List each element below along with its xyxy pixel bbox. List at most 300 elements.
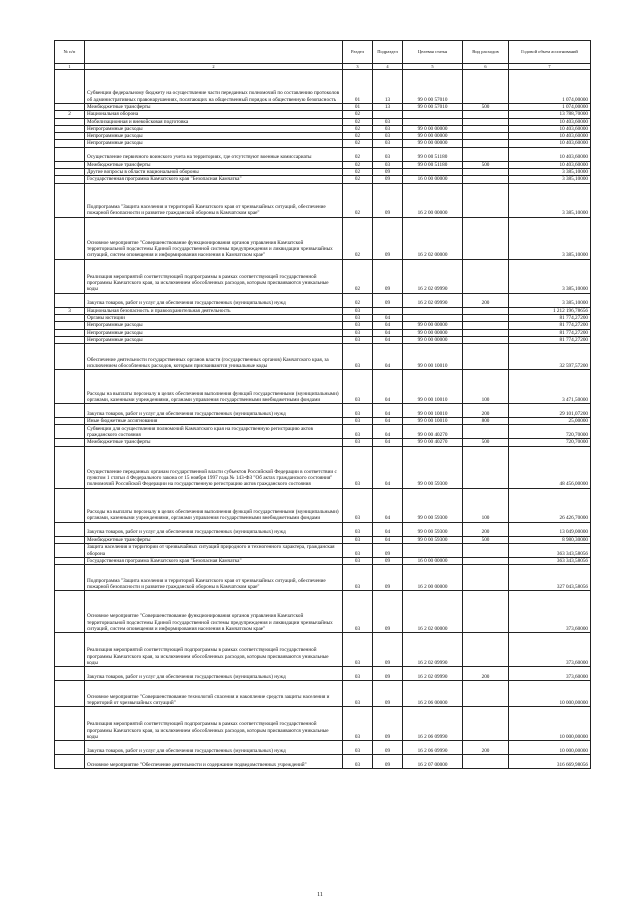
row-number: [55, 133, 85, 140]
row-amount: 3 385,10000: [509, 217, 591, 259]
column-number: 2: [85, 64, 343, 70]
row-target-article: 99 0 00 10010: [403, 344, 463, 370]
row-target-article: 99 0 00 51180: [403, 161, 463, 168]
row-podrazdel: 09: [373, 293, 403, 307]
row-name: Реализация мероприятий соответствующей подпрограммы в рамках соответствующей государственной программы Камчатского края, за исключением обособленных расходов, которым присваиваются уникальные коды: [85, 633, 343, 667]
row-amount: 13 788,70000: [509, 111, 591, 118]
row-target-article: [403, 169, 463, 176]
row-podrazdel: 04: [373, 322, 403, 329]
table-row: [55, 418, 591, 425]
row-target-article: 99 0 00 57010: [403, 70, 463, 104]
table-row: [55, 439, 591, 446]
row-name: Расходы на выплаты персоналу в целях обеспечения выполнения функций государственными (муниципальными) органами, казенными учреждениями, органами управления государственными внебюджетными фондами: [85, 370, 343, 404]
table-row: [55, 217, 591, 259]
row-target-article: 99 0 00 00000: [403, 322, 463, 329]
row-name: Межбюджетные трансферты: [85, 161, 343, 168]
row-name: Обеспечение деятельности государственных органов власти (государственных органов) Камчатского края, за исключением обособленных расходов, которым присваиваются уникальные коды: [85, 344, 343, 370]
row-expense-type: [463, 70, 509, 104]
table-row: [55, 111, 591, 118]
row-razdel: 03: [343, 439, 373, 446]
row-target-article: [403, 544, 463, 558]
row-razdel: 03: [343, 522, 373, 536]
table-row: [55, 755, 591, 769]
row-expense-type: 200: [463, 667, 509, 681]
row-target-article: 16 2 06 09990: [403, 707, 463, 741]
row-name: Расходы на выплаты персоналу в целях обеспечения выполнения функций государственными (муниципальными) органами, казенными учреждениями, органами управления государственными внебюджетными фондами: [85, 488, 343, 522]
row-target-article: 99 0 00 00000: [403, 133, 463, 140]
row-name: Реализация мероприятий соответствующей подпрограммы в рамках соответствующей государственной программы Камчатского края, за исключением обособленных расходов, которым присваиваются уникальные коды: [85, 259, 343, 293]
row-number: [55, 565, 85, 591]
row-podrazdel: 09: [373, 681, 403, 707]
table-row: [55, 140, 591, 147]
table-row: [55, 558, 591, 565]
row-amount: 1 212 196,78656: [509, 307, 591, 314]
row-target-article: 99 0 00 00000: [403, 336, 463, 343]
table-row: [55, 536, 591, 543]
row-razdel: 02: [343, 293, 373, 307]
row-razdel: 03: [343, 544, 373, 558]
row-expense-type: [463, 565, 509, 591]
row-razdel: 03: [343, 565, 373, 591]
row-amount: 1 074,00000: [509, 104, 591, 111]
row-expense-type: 200: [463, 404, 509, 418]
table-header-row: [55, 41, 591, 64]
row-target-article: [403, 307, 463, 314]
row-name: Защита населения и территории от чрезвычайных ситуаций природного и техногенного характера, гражданская оборона: [85, 544, 343, 558]
row-expense-type: [463, 322, 509, 329]
row-podrazdel: 09: [373, 558, 403, 565]
row-number: [55, 418, 85, 425]
row-amount: 81 774,27200: [509, 322, 591, 329]
row-target-article: 99 0 00 40270: [403, 425, 463, 439]
row-expense-type: [463, 183, 509, 217]
row-name: Иные бюджетные ассигнования: [85, 418, 343, 425]
table-row: [55, 329, 591, 336]
row-name: Органы юстиции: [85, 314, 343, 321]
row-podrazdel: 09: [373, 565, 403, 591]
row-number: [55, 667, 85, 681]
column-number: 1: [55, 64, 85, 70]
row-podrazdel: 09: [373, 707, 403, 741]
table-row: [55, 344, 591, 370]
row-number: [55, 176, 85, 183]
row-number: [55, 439, 85, 446]
row-podrazdel: 03: [373, 125, 403, 132]
row-name: Закупка товаров, работ и услуг для обеспечения государственных (муниципальных) нужд: [85, 522, 343, 536]
row-podrazdel: 13: [373, 70, 403, 104]
row-amount: 316 669,98056: [509, 755, 591, 769]
row-razdel: 03: [343, 336, 373, 343]
row-amount: 81 774,27200: [509, 314, 591, 321]
row-name: Мобилизационная и вневойсковая подготовка: [85, 118, 343, 125]
row-target-article: [403, 111, 463, 118]
row-target-article: 99 0 00 10010: [403, 404, 463, 418]
row-name: Основное мероприятие "Совершенствование функционирования органов управления Камчатской территориальной подсистемы Единой государственной системы предупреждения и ликвидации чрезвычайных ситуаций, систем оповещения и информирования населения в Камчатском крае": [85, 217, 343, 259]
row-razdel: 02: [343, 176, 373, 183]
row-podrazdel: 03: [373, 118, 403, 125]
row-amount: 3 385,10000: [509, 259, 591, 293]
row-expense-type: [463, 169, 509, 176]
row-expense-type: [463, 118, 509, 125]
row-name: Субвенции для осуществления полномочий Камчатского края на государственную регистрацию актов гражданского состояния: [85, 425, 343, 439]
row-razdel: 03: [343, 314, 373, 321]
row-number: [55, 140, 85, 147]
row-target-article: 99 0 00 59300: [403, 488, 463, 522]
row-razdel: 03: [343, 425, 373, 439]
row-number: [55, 118, 85, 125]
row-razdel: 03: [343, 681, 373, 707]
row-razdel: 03: [343, 558, 373, 565]
row-razdel: 03: [343, 591, 373, 633]
row-expense-type: [463, 558, 509, 565]
row-name: Межбюджетные трансферты: [85, 104, 343, 111]
row-amount: 3 385,10000: [509, 293, 591, 307]
row-amount: 10 000,00000: [509, 707, 591, 741]
table-row: [55, 133, 591, 140]
row-podrazdel: 04: [373, 344, 403, 370]
row-number: [55, 404, 85, 418]
table-row: [55, 707, 591, 741]
row-expense-type: 100: [463, 488, 509, 522]
row-podrazdel: 04: [373, 439, 403, 446]
row-expense-type: [463, 217, 509, 259]
row-target-article: 16 2 02 09990: [403, 259, 463, 293]
row-number: [55, 558, 85, 565]
row-name: Осуществление первичного воинского учета на территориях, где отсутствуют военные комиссариаты: [85, 147, 343, 161]
row-amount: 13 049,00000: [509, 522, 591, 536]
table-row: [55, 667, 591, 681]
header-name: [85, 41, 343, 64]
row-target-article: 16 2 02 09990: [403, 293, 463, 307]
row-expense-type: [463, 140, 509, 147]
row-podrazdel: 04: [373, 404, 403, 418]
row-target-article: 99 0 00 00000: [403, 140, 463, 147]
row-amount: 720,70000: [509, 425, 591, 439]
row-amount: 327 043,58056: [509, 565, 591, 591]
row-target-article: 16 2 02 09990: [403, 633, 463, 667]
row-name: Национальная безопасность и правоохранительная деятельность: [85, 307, 343, 314]
row-razdel: 02: [343, 169, 373, 176]
row-podrazdel: 13: [373, 104, 403, 111]
row-expense-type: [463, 446, 509, 488]
row-number: [55, 259, 85, 293]
row-target-article: 16 2 00 00000: [403, 183, 463, 217]
row-razdel: 02: [343, 125, 373, 132]
row-expense-type: [463, 336, 509, 343]
row-podrazdel: 09: [373, 741, 403, 755]
row-podrazdel: 04: [373, 329, 403, 336]
row-number: [55, 446, 85, 488]
table-row: [55, 425, 591, 439]
row-target-article: 16 2 06 09990: [403, 741, 463, 755]
header-razdel: Раздел: [343, 41, 373, 64]
row-number: [55, 217, 85, 259]
row-amount: 10 403,60000: [509, 118, 591, 125]
row-razdel: 03: [343, 755, 373, 769]
row-razdel: 01: [343, 104, 373, 111]
row-podrazdel: 09: [373, 183, 403, 217]
row-number: [55, 293, 85, 307]
row-number: [55, 104, 85, 111]
header-annual-amount: Годовой объем ассигнований: [509, 41, 591, 64]
row-target-article: 16 2 02 00000: [403, 591, 463, 633]
row-name: Реализация мероприятий соответствующей подпрограммы в рамках соответствующей государственной программы Камчатского края, за исключением обособленных расходов, которым присваиваются уникальные коды: [85, 707, 343, 741]
row-amount: 81 774,27200: [509, 329, 591, 336]
table-row: [55, 293, 591, 307]
row-number: [55, 314, 85, 321]
row-number: [55, 633, 85, 667]
table-row: [55, 336, 591, 343]
row-razdel: 03: [343, 418, 373, 425]
row-razdel: 03: [343, 307, 373, 314]
table-row: [55, 259, 591, 293]
table-row: [55, 314, 591, 321]
row-name: Субвенции федеральному бюджету на осуществление части переданных полномочий по составлению протоколов об административных правонарушениях, посягающих на общественный порядок и общественную безопасность: [85, 70, 343, 104]
column-number: 7: [509, 64, 591, 70]
row-expense-type: [463, 314, 509, 321]
row-number: [55, 536, 85, 543]
row-expense-type: 500: [463, 536, 509, 543]
row-podrazdel: 03: [373, 161, 403, 168]
row-expense-type: [463, 755, 509, 769]
row-target-article: 99 0 00 51180: [403, 147, 463, 161]
row-target-article: 99 0 00 59300: [403, 536, 463, 543]
row-number: [55, 488, 85, 522]
table-row: [55, 70, 591, 104]
row-amount: 373,60000: [509, 633, 591, 667]
row-number: [55, 741, 85, 755]
row-podrazdel: 03: [373, 147, 403, 161]
row-number: [55, 425, 85, 439]
column-number: 5: [403, 64, 463, 70]
column-number: 3: [343, 64, 373, 70]
row-target-article: 99 0 00 40270: [403, 439, 463, 446]
row-expense-type: 200: [463, 741, 509, 755]
row-number: [55, 336, 85, 343]
row-name: Национальная оборона: [85, 111, 343, 118]
table-row: [55, 591, 591, 633]
table-row: [55, 633, 591, 667]
row-name: Непрограммные расходы: [85, 125, 343, 132]
row-number: [55, 125, 85, 132]
row-target-article: 99 0 00 00000: [403, 125, 463, 132]
row-amount: 10 000,00000: [509, 741, 591, 755]
row-expense-type: [463, 544, 509, 558]
row-name: Государственная программа Камчатского края "Безопасная Камчатка": [85, 558, 343, 565]
row-razdel: 02: [343, 259, 373, 293]
table-row: [55, 522, 591, 536]
row-number: [55, 169, 85, 176]
row-number: [55, 329, 85, 336]
row-name: Закупка товаров, работ и услуг для обеспечения государственных (муниципальных) нужд: [85, 404, 343, 418]
row-podrazdel: 04: [373, 446, 403, 488]
row-expense-type: [463, 344, 509, 370]
row-number: [55, 707, 85, 741]
row-podrazdel: 09: [373, 633, 403, 667]
row-razdel: 03: [343, 329, 373, 336]
row-razdel: 02: [343, 183, 373, 217]
row-name: Межбюджетные трансферты: [85, 536, 343, 543]
table-row: [55, 125, 591, 132]
header-num: № п/п: [55, 41, 85, 64]
row-podrazdel: 09: [373, 591, 403, 633]
row-name: Основное мероприятие "Совершенствование технологий спасения и накопление средств защиты населения и территорий от чрезвычайных ситуаций": [85, 681, 343, 707]
row-number: [55, 681, 85, 707]
row-expense-type: [463, 307, 509, 314]
row-expense-type: 800: [463, 418, 509, 425]
row-podrazdel: 04: [373, 336, 403, 343]
row-target-article: 16 2 02 00000: [403, 217, 463, 259]
row-target-article: 16 0 00 00000: [403, 558, 463, 565]
table-row: [55, 176, 591, 183]
budget-table: [54, 40, 591, 769]
row-name: Межбюджетные трансферты: [85, 439, 343, 446]
row-name: Подпрограмма "Защита населения и территорий Камчатского края от чрезвычайных ситуаций, обеспечение пожарной безопасности и развитие гражданской обороны в Камчатском крае": [85, 565, 343, 591]
row-expense-type: [463, 633, 509, 667]
row-name: Другие вопросы в области национальной обороны: [85, 169, 343, 176]
row-amount: 1 074,00000: [509, 70, 591, 104]
row-amount: 3 385,10000: [509, 183, 591, 217]
row-amount: 10 403,60000: [509, 140, 591, 147]
row-amount: 3 471,50000: [509, 370, 591, 404]
row-amount: 29 101,07200: [509, 404, 591, 418]
row-expense-type: 200: [463, 522, 509, 536]
row-expense-type: 200: [463, 293, 509, 307]
row-razdel: 03: [343, 633, 373, 667]
table-row: [55, 565, 591, 591]
table-row: [55, 104, 591, 111]
row-razdel: 01: [343, 70, 373, 104]
row-target-article: 16 0 00 00000: [403, 176, 463, 183]
row-razdel: 03: [343, 488, 373, 522]
row-razdel: 02: [343, 133, 373, 140]
row-podrazdel: 09: [373, 544, 403, 558]
column-number: 6: [463, 64, 509, 70]
row-expense-type: [463, 125, 509, 132]
row-number: 3: [55, 307, 85, 314]
row-expense-type: 500: [463, 161, 509, 168]
row-expense-type: [463, 707, 509, 741]
row-podrazdel: 04: [373, 418, 403, 425]
row-expense-type: 500: [463, 104, 509, 111]
row-podrazdel: 09: [373, 667, 403, 681]
row-amount: 10 403,60000: [509, 133, 591, 140]
row-target-article: 99 0 00 10010: [403, 418, 463, 425]
table-row: [55, 681, 591, 707]
row-razdel: 02: [343, 161, 373, 168]
row-razdel: 02: [343, 140, 373, 147]
row-name: Непрограммные расходы: [85, 322, 343, 329]
row-podrazdel: 04: [373, 314, 403, 321]
row-name: Непрограммные расходы: [85, 329, 343, 336]
row-number: 2: [55, 111, 85, 118]
row-name: Основное мероприятие "Обеспечение деятельности и содержание подведомственных учреждений": [85, 755, 343, 769]
row-name: Основное мероприятие "Совершенствование функционирования органов управления Камчатской территориальной подсистемы Единой государственной системы предупреждения и ликвидации чрезвычайных ситуаций, систем оповещения и информирования населения в Камчатском крае": [85, 591, 343, 633]
row-podrazdel: 04: [373, 522, 403, 536]
row-podrazdel: 09: [373, 217, 403, 259]
row-amount: 8 980,30000: [509, 536, 591, 543]
row-name: Непрограммные расходы: [85, 140, 343, 147]
row-number: [55, 161, 85, 168]
row-name: Осуществление переданных органам государственной власти субъектов Российской Федерации в соответствии с пунктом 1 статьи 4 Федерального закона от 15 ноября 1997 года № 143-ФЗ "Об актах гражданского состояния" полномочий Российской Федерации на государственную регистрацию актов гражданского состояния: [85, 446, 343, 488]
row-expense-type: [463, 329, 509, 336]
row-expense-type: [463, 259, 509, 293]
table-row: [55, 307, 591, 314]
row-amount: 10 403,60000: [509, 125, 591, 132]
table-row: [55, 370, 591, 404]
row-amount: 3 385,10000: [509, 169, 591, 176]
table-row: [55, 446, 591, 488]
row-razdel: 03: [343, 344, 373, 370]
row-target-article: 99 0 00 57010: [403, 104, 463, 111]
row-name: Закупка товаров, работ и услуг для обеспечения государственных (муниципальных) нужд: [85, 293, 343, 307]
row-amount: 10 403,60000: [509, 161, 591, 168]
row-number: [55, 544, 85, 558]
row-razdel: 03: [343, 667, 373, 681]
row-number: [55, 755, 85, 769]
header-target-article: Целевая статья: [403, 41, 463, 64]
row-name: Государственная программа Камчатского края "Безопасная Камчатка": [85, 176, 343, 183]
row-number: [55, 322, 85, 329]
row-number: [55, 344, 85, 370]
row-podrazdel: 09: [373, 169, 403, 176]
row-name: Непрограммные расходы: [85, 336, 343, 343]
row-expense-type: [463, 176, 509, 183]
row-target-article: [403, 118, 463, 125]
row-name: Подпрограмма "Защита населения и территорий Камчатского края от чрезвычайных ситуаций, обеспечение пожарной безопасности и развитие гражданской обороны в Камчатском крае": [85, 183, 343, 217]
row-amount: 48 456,00000: [509, 446, 591, 488]
row-number: [55, 370, 85, 404]
row-podrazdel: 04: [373, 370, 403, 404]
row-podrazdel: 03: [373, 133, 403, 140]
row-number: [55, 147, 85, 161]
row-name: Закупка товаров, работ и услуг для обеспечения государственных (муниципальных) нужд: [85, 667, 343, 681]
row-number: [55, 183, 85, 217]
row-expense-type: 100: [463, 370, 509, 404]
row-razdel: 03: [343, 536, 373, 543]
row-podrazdel: 09: [373, 176, 403, 183]
row-podrazdel: [373, 307, 403, 314]
row-target-article: 16 2 02 09990: [403, 667, 463, 681]
row-target-article: 99 0 00 10010: [403, 370, 463, 404]
row-razdel: 02: [343, 111, 373, 118]
row-amount: 10 000,00000: [509, 681, 591, 707]
table-row: [55, 183, 591, 217]
row-target-article: 99 0 00 59300: [403, 446, 463, 488]
row-amount: 363 343,58056: [509, 558, 591, 565]
row-razdel: 02: [343, 118, 373, 125]
row-amount: 25,00000: [509, 418, 591, 425]
row-podrazdel: 09: [373, 755, 403, 769]
row-expense-type: [463, 111, 509, 118]
row-expense-type: 500: [463, 439, 509, 446]
row-razdel: 03: [343, 404, 373, 418]
table-row: [55, 147, 591, 161]
row-target-article: 16 2 06 00000: [403, 681, 463, 707]
row-number: [55, 70, 85, 104]
row-razdel: 03: [343, 322, 373, 329]
table-row: [55, 118, 591, 125]
header-podrazdel: Подраздел: [373, 41, 403, 64]
row-razdel: 03: [343, 446, 373, 488]
row-amount: 81 774,27200: [509, 336, 591, 343]
row-amount: 3 385,10000: [509, 176, 591, 183]
row-amount: 10 403,60000: [509, 147, 591, 161]
row-razdel: 03: [343, 741, 373, 755]
row-amount: 373,60000: [509, 591, 591, 633]
row-razdel: 03: [343, 707, 373, 741]
row-podrazdel: 09: [373, 259, 403, 293]
